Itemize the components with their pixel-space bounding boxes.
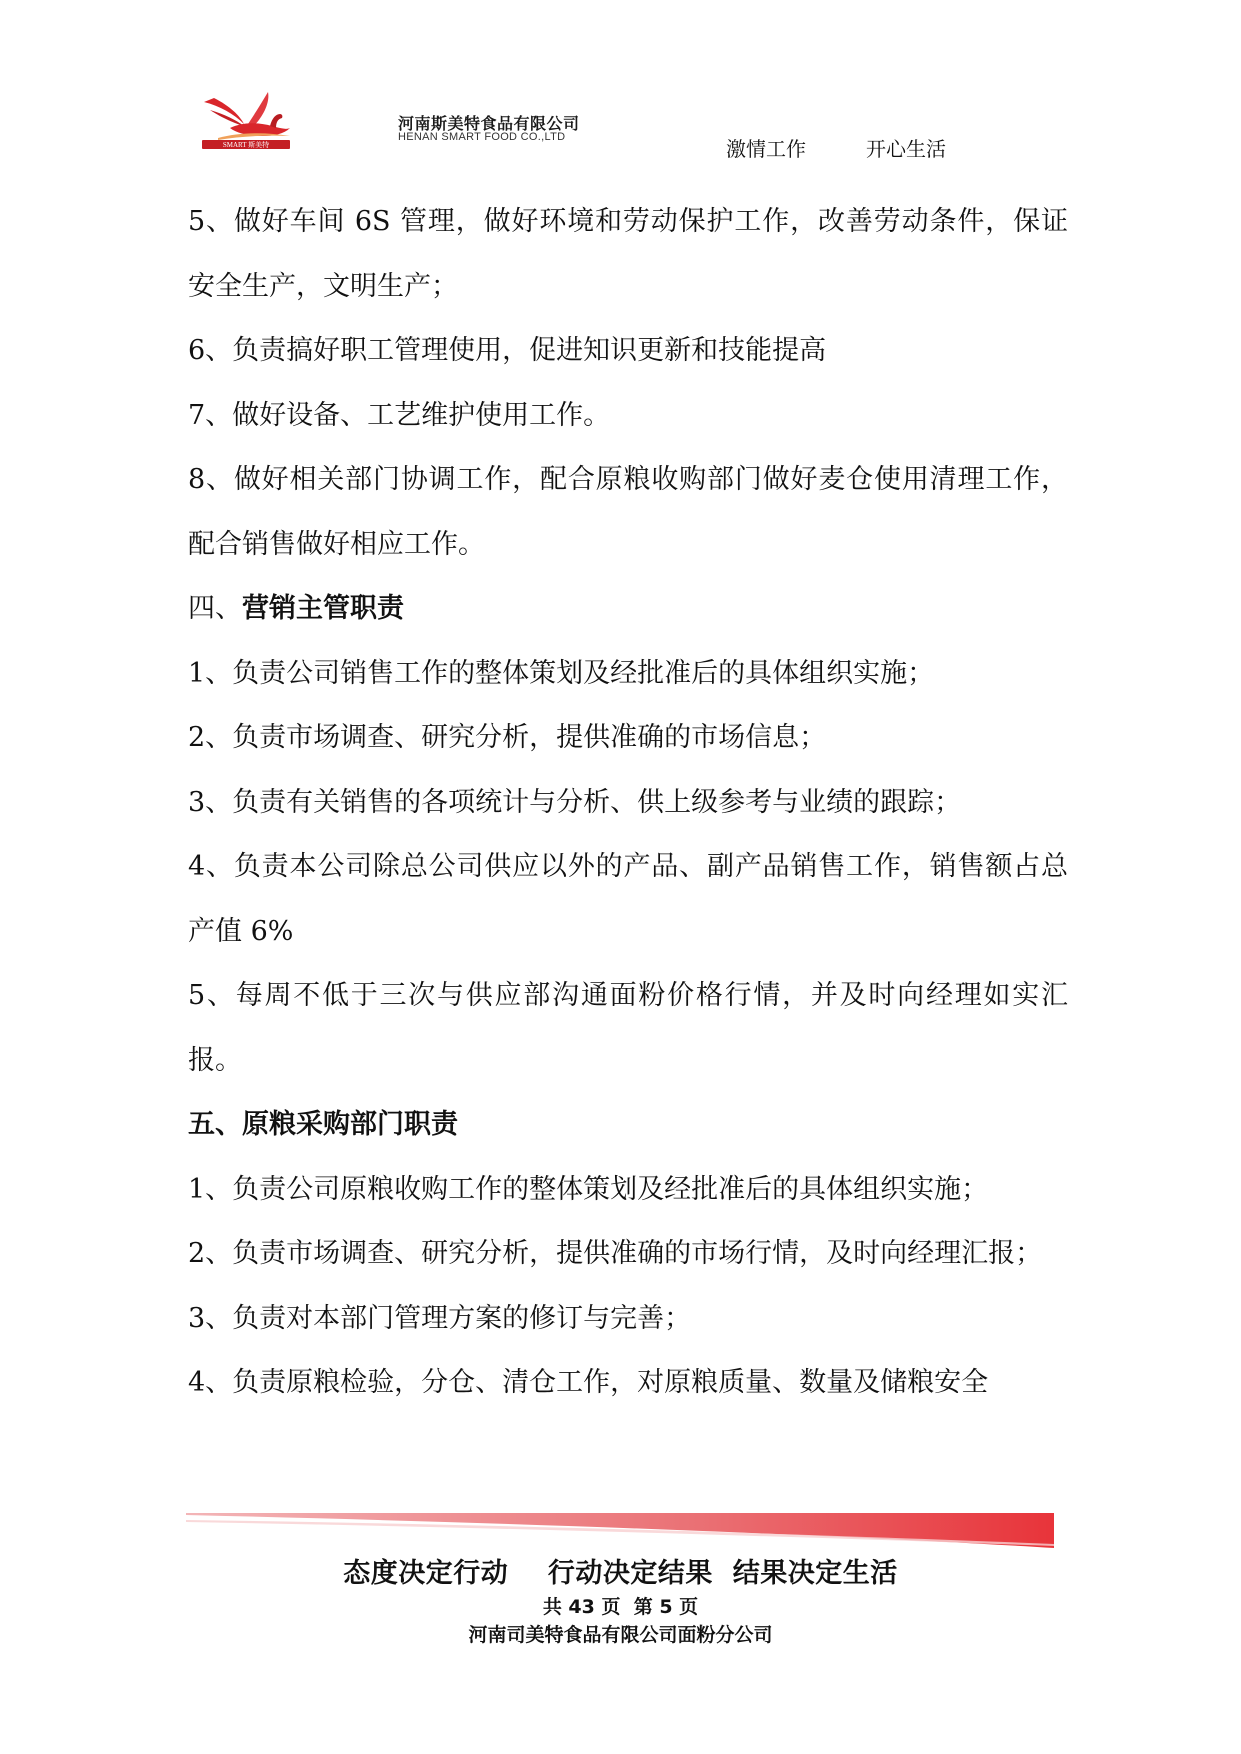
- list-item: 7、做好设备、工艺维护使用工作。: [188, 399, 611, 431]
- list-item: 1、负责公司销售工作的整体策划及经批准后的具体组织实施；: [188, 657, 935, 689]
- header-slogan-work: 激情工作: [726, 137, 806, 161]
- footer-decorative-rule: [186, 1512, 1054, 1548]
- list-item: 5、做好车间 6S 管理，做好环境和劳动保护工作，改善劳动条件，保证安全生产，文明生产；: [188, 206, 1068, 302]
- list-item: 2、负责市场调查、研究分析，提供准确的市场行情，及时向经理汇报；: [188, 1238, 1043, 1269]
- section-title: 营销主管职责: [242, 593, 404, 624]
- list-item: 3、负责对本部门管理方案的修订与完善；: [188, 1302, 692, 1334]
- footer-company-name: 河南司美特食品有限公司面粉分公司: [468, 1624, 773, 1646]
- section-number: 四、: [188, 593, 242, 624]
- list-item: 5、每周不低于三次与供应部沟通面粉价格行情，并及时向经理如实汇报。: [188, 980, 1068, 1076]
- smart-crane-logo-icon: [200, 88, 292, 150]
- list-item: 8、做好相关部门协调工作，配合原粮收购部门做好麦仓使用清理工作，配合销售做好相应工作。: [188, 464, 1068, 560]
- company-name-en: HENAN SMART FOOD CO.,LTD: [398, 131, 566, 143]
- list-item: 4、负责原粮检验，分仓、清仓工作，对原粮质量、数量及储粮安全: [188, 1367, 989, 1398]
- list-item: 3、负责有关销售的各项统计与分析、供上级参考与业绩的跟踪；: [188, 786, 962, 818]
- section-heading-marketing: [188, 577, 1068, 642]
- page-number: 共 43 页 第 5 页: [542, 1596, 699, 1618]
- list-item: 6、负责搞好职工管理使用，促进知识更新和技能提高: [188, 335, 827, 366]
- list-item: 1、负责公司原粮收购工作的整体策划及经批准后的具体组织实施；: [188, 1173, 989, 1205]
- footer-slogan: 态度决定行动 行动决定结果 结果决定生活: [343, 1558, 898, 1589]
- header-slogan-life: 开心生活: [866, 137, 946, 161]
- logo-text: SMART 斯美特: [222, 141, 270, 149]
- page-header: [0, 0, 1241, 170]
- company-name-cn: 河南斯美特食品有限公司: [398, 114, 580, 133]
- document-body: [188, 190, 1068, 1416]
- section-heading-grain-purchasing: 五、原粮采购部门职责: [188, 1109, 458, 1140]
- list-item: 2、负责市场调查、研究分析，提供准确的市场信息；: [188, 722, 827, 753]
- list-item: 4、负责本公司除总公司供应以外的产品、副产品销售工作，销售额占总产值 6%: [188, 851, 1068, 947]
